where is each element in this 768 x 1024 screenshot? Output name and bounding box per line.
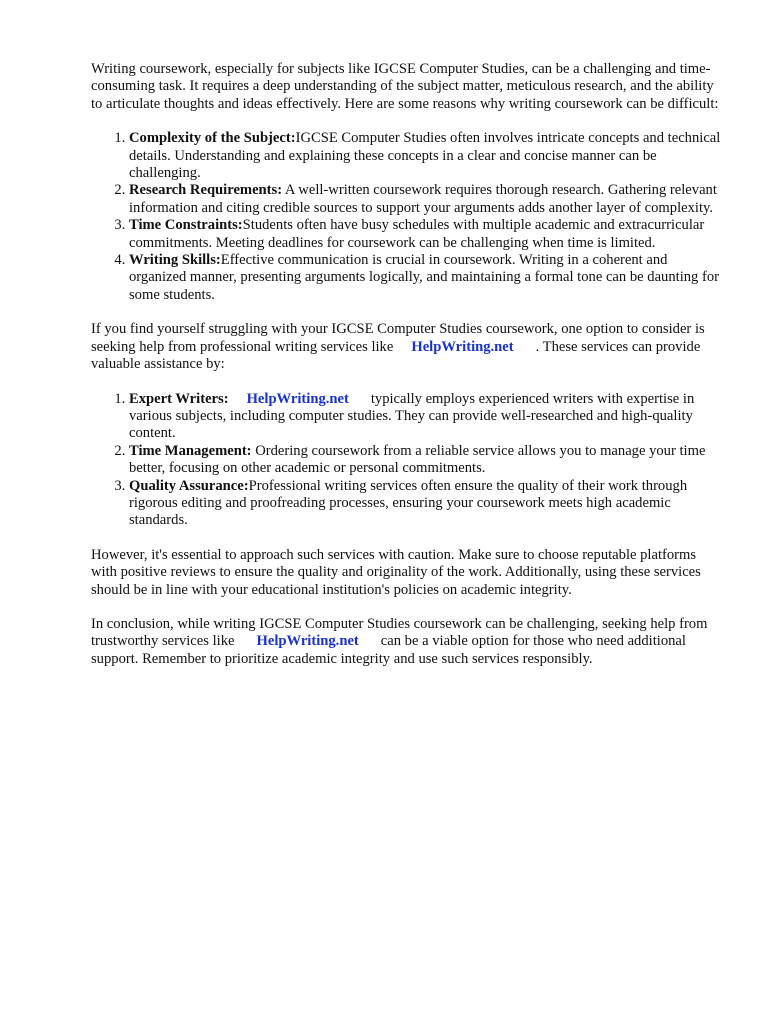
conclusion-text-after: can be a viable option for those who need additional support. Remember to prioritize academic integrity and use such services responsibly. xyxy=(91,633,686,667)
benefits-list xyxy=(91,391,721,530)
item-text: typically employs experienced writers with expertise in various subjects, including computer studies. They can provide well-researched and high-quality content. xyxy=(129,390,695,442)
help-text-after: . These services can provide valuable assistance by: xyxy=(91,338,701,373)
list-item xyxy=(129,252,721,304)
item-title: Time Constraints: xyxy=(129,217,243,234)
item-text: Effective communication is crucial in coursework. Writing in a coherent and organized manner, presenting arguments logically, and maintaining a formal tone can be daunting for some students. xyxy=(129,252,720,303)
item-text: Professional writing services often ensure the quality of their work through rigorous editing and proofreading processes, ensuring your coursework meets high academic standards. xyxy=(129,477,688,529)
caution-paragraph: However, it's essential to approach such services with caution. Make sure to choose reputable platforms with positive reviews to ensure the quality and originality of the work. Additionally, using these services should be in line with your educational institution's policies on academic integrity. xyxy=(91,546,701,598)
conclusion-paragraph xyxy=(91,616,721,668)
item-title: Complexity of the Subject: xyxy=(129,130,296,147)
list-item xyxy=(129,130,721,182)
item-title: Research Requirements: xyxy=(129,182,283,199)
item-title: Time Management: xyxy=(129,442,252,459)
item-text: Ordering coursework from a reliable service allows you to manage your time better, focusing on other academic or personal commitments. xyxy=(129,442,706,477)
item-text: IGCSE Computer Studies often involves intricate concepts and technical details. Understanding and explaining these concepts in a clear and concise manner can be challenging. xyxy=(129,130,721,182)
help-paragraph xyxy=(91,321,721,373)
item-title: Expert Writers: xyxy=(129,390,229,407)
helpwriting-link[interactable]: HelpWriting.net xyxy=(411,338,514,355)
list-item xyxy=(129,478,721,530)
helpwriting-link[interactable]: HelpWriting.net xyxy=(246,390,349,407)
helpwriting-link[interactable]: HelpWriting.net xyxy=(256,633,359,650)
item-text: Students often have busy schedules with multiple academic and extracurricular commitments. Meeting deadlines for coursework can be challenging when time is limited. xyxy=(129,217,705,251)
list-item xyxy=(129,443,721,478)
list-item xyxy=(129,217,721,252)
conclusion-text-before: In conclusion, while writing IGCSE Computer Studies coursework can be challenging, seeking help from trustworthy services like xyxy=(91,615,708,650)
document-page xyxy=(91,61,721,668)
item-title: Quality Assurance: xyxy=(129,477,249,494)
item-text: A well-written coursework requires thorough research. Gathering relevant information and citing credible sources to support your arguments adds another layer of complexity. xyxy=(129,182,717,216)
list-item xyxy=(129,391,721,443)
difficulties-list xyxy=(91,130,721,304)
item-title: Writing Skills: xyxy=(129,252,221,269)
help-text-before: If you find yourself struggling with your IGCSE Computer Studies coursework, one option to consider is seeking help from professional writing services like xyxy=(91,321,705,355)
intro-paragraph: Writing coursework, especially for subjects like IGCSE Computer Studies, can be a challenging and time-consuming task. It requires a deep understanding of the subject matter, meticulous research, and the ability to articulate thoughts and ideas effectively. Here are some reasons why writing coursework can be difficult: xyxy=(91,61,719,112)
list-item xyxy=(129,182,721,217)
